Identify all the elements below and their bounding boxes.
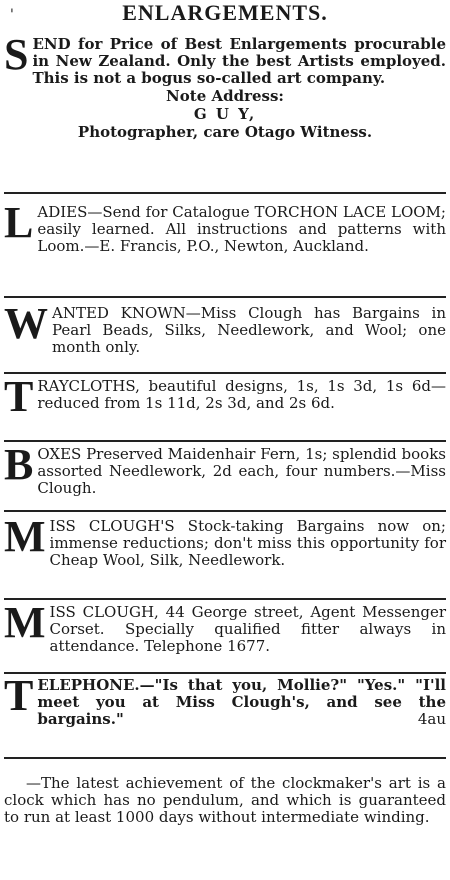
divider <box>4 372 446 374</box>
ad-boxes-text <box>4 440 446 497</box>
printer-mark: ' <box>10 7 14 23</box>
drop-cap: B <box>4 440 34 489</box>
drop-cap: L <box>4 198 34 247</box>
divider <box>4 672 446 674</box>
news-item-body: —The latest achievement of the clockmaker's art is a clock which has no pendulum, and which is guaranteed to run at least 1000 days without intermediate winding. <box>4 774 446 826</box>
drop-cap: W <box>4 299 48 348</box>
ad-wanted-body: ANTED KNOWN—Miss Clough has Bargains in Pearl Beads, Silks, Needlework, and Wool; one month only. <box>52 304 446 356</box>
ad-telephone-text <box>4 671 446 728</box>
ad-traycloths <box>4 372 446 421</box>
ad-wanted-text <box>4 299 446 356</box>
divider <box>4 757 446 759</box>
ad-enlargements <box>4 30 446 141</box>
ad-traycloths-body: RAYCLOTHS, beautiful designs, 1s, 1s 3d, 1s 6d—reduced from 1s 11d, 2s 3d, and 2s 6d. <box>37 377 446 412</box>
ad-stocktaking <box>4 512 446 569</box>
divider <box>4 192 446 194</box>
ad-enlargements-body: END for Price of Best Enlargements procurable in New Zealand. Only the best Artists employed. This is not a bogus so-called art company. <box>32 35 446 87</box>
ad-stocktaking-text <box>4 512 446 569</box>
divider <box>4 440 446 442</box>
drop-cap: T <box>4 372 34 421</box>
ad-wanted-known <box>4 299 446 356</box>
ad-telephone-body: ELEPHONE.—"Is that you, Mollie?" "Yes." "I'll meet you at Miss Clough's, and see the bargains." <box>37 676 446 728</box>
divider <box>4 296 446 298</box>
ad-stocktaking-body: ISS CLOUGH'S Stock-taking Bargains now on; immense reductions; don't miss this opportunity for Cheap Wool, Silk, Needlework. <box>49 517 446 569</box>
advertiser-name: G U Y, <box>193 105 257 123</box>
ad-ladies <box>4 198 446 255</box>
ad-traycloths-text <box>4 372 446 421</box>
drop-cap: M <box>4 512 46 561</box>
drop-cap: S <box>4 30 29 79</box>
advertiser-footer: Photographer, care Otago Witness. <box>77 123 373 141</box>
ad-telephone <box>4 671 446 728</box>
ad-code: 4au <box>417 710 446 728</box>
note-address-label: Note Address: <box>166 87 284 105</box>
ad-boxes <box>4 440 446 497</box>
ad-boxes-body: OXES Preserved Maidenhair Fern, 1s; splendid books assorted Needlework, 2d each, four numbers.—Miss Clough. <box>37 445 446 497</box>
ad-agent <box>4 598 446 655</box>
ad-ladies-body: ADIES—Send for Catalogue TORCHON LACE LOOM; easily learned. All instructions and patterns with Loom.—E. Francis, P.O., Newton, Auckland. <box>37 203 446 255</box>
divider <box>4 510 446 512</box>
ad-ladies-text <box>4 198 446 255</box>
ad-enlargements-text <box>4 30 446 87</box>
divider <box>4 598 446 600</box>
ad-agent-text <box>4 598 446 655</box>
ad-agent-body: ISS CLOUGH, 44 George street, Agent Messenger Corset. Specially qualified fitter always in attendance. Telephone 1677. <box>49 603 446 655</box>
news-item-clock <box>4 775 446 826</box>
drop-cap: M <box>4 598 46 647</box>
section-title: ENLARGEMENTS. <box>122 0 328 25</box>
drop-cap: T <box>4 671 34 720</box>
